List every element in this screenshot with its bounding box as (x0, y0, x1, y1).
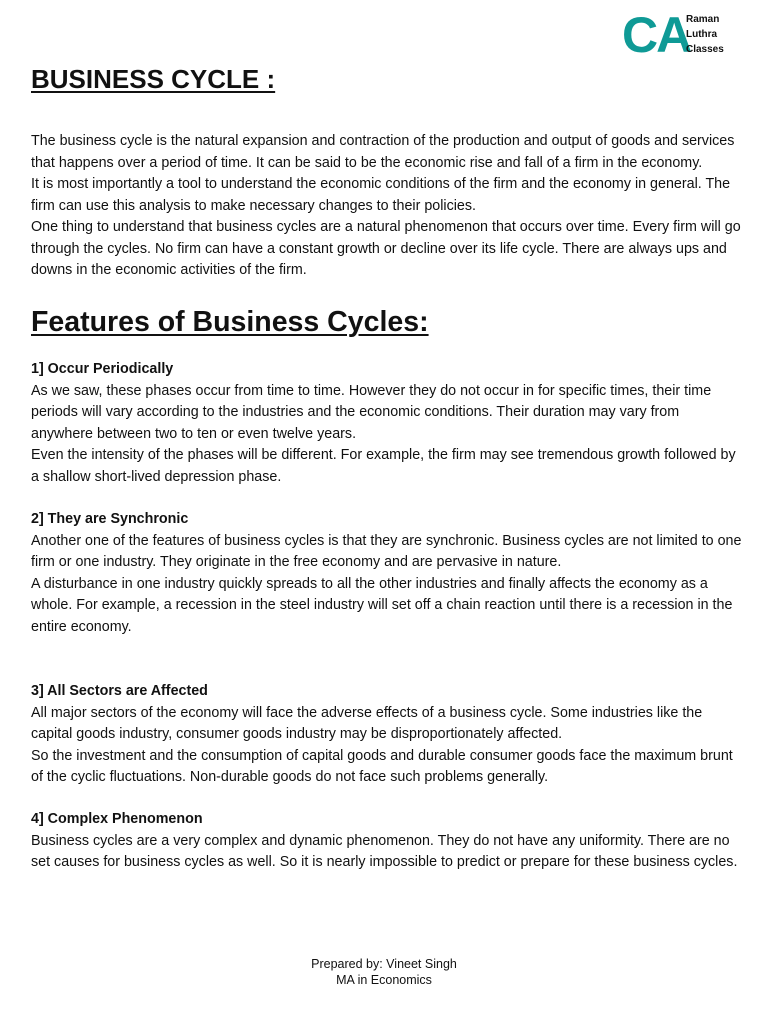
section-paragraph: As we saw, these phases occur from time to time. However they do not occur in for specific times, their time periods will vary according to the industries and the economic conditions. Their duration may vary from anywhere between two to ten or even twelve years. (31, 382, 712, 442)
logo-word: Luthra (686, 29, 718, 40)
section-heading: 2] They are Synchronic (31, 511, 189, 527)
section-heading: 3] All Sectors are Affected (31, 683, 208, 699)
section-paragraph: All major sectors of the economy will face the adverse effects of a business cycle. Some industries like the capital goods industry, consumer goods industry may be disproportionately affected. (31, 704, 703, 742)
footer-author: Prepared by: Vineet Singh (311, 957, 457, 971)
intro-paragraph: The business cycle is the natural expansion and contraction of the production and output of goods and services that happens over a period of time. It can be said to be the economic rise and fall of a firm in the economy. (31, 133, 735, 171)
intro-text (31, 131, 741, 282)
feature-section-synchronic (31, 509, 743, 638)
logo-word: Classes (686, 44, 724, 55)
intro-paragraph: It is most importantly a tool to understand the economic conditions of the firm and the economy in general. The firm can use this analysis to make necessary changes to their policies. (31, 176, 731, 214)
section-heading: 4] Complex Phenomenon (31, 811, 203, 827)
section-paragraph: Business cycles are a very complex and dynamic phenomenon. They do not have any uniformity. There are no set causes for business cycles as well. So it is nearly impossible to predict or prepare for these business cycles. (31, 832, 738, 870)
logo-words (686, 12, 724, 57)
brand-logo (622, 7, 742, 63)
section-paragraph: A disturbance in one industry quickly spreads to all the other industries and finally affects the economy as a whole. For example, a recession in the steel industry will set off a chain reaction until there is a recession in the entire economy. (31, 575, 733, 635)
intro-paragraph: One thing to understand that business cycles are a natural phenomenon that occurs over time. Every firm will go through the cycles. No firm can have a constant growth or decline over its life cycle. There are always ups and downs in the economic activities of the firm. (31, 219, 741, 278)
section-paragraph: Even the intensity of the phases will be different. For example, the firm may see tremendous growth followed by a shallow short-lived depression phase. (31, 447, 736, 485)
feature-section-periodic (31, 359, 743, 488)
page-title: BUSINESS CYCLE : (31, 64, 276, 94)
feature-section-complex (31, 809, 743, 874)
logo-letters: CA (622, 7, 691, 63)
features-heading: Features of Business Cycles: (31, 306, 429, 338)
section-heading: 1] Occur Periodically (31, 361, 174, 377)
logo-word: Raman (686, 14, 720, 25)
footer (0, 956, 768, 988)
footer-qualification: MA in Economics (336, 973, 432, 987)
section-paragraph: So the investment and the consumption of capital goods and durable consumer goods face the maximum brunt of the cyclic fluctuations. Non-durable goods do not face such problems generally. (31, 747, 733, 785)
section-paragraph: Another one of the features of business cycles is that they are synchronic. Business cycles are not limited to one firm or one industry. They originate in the free economy and are pervasive in nature. (31, 532, 742, 570)
feature-section-sectors (31, 681, 743, 789)
